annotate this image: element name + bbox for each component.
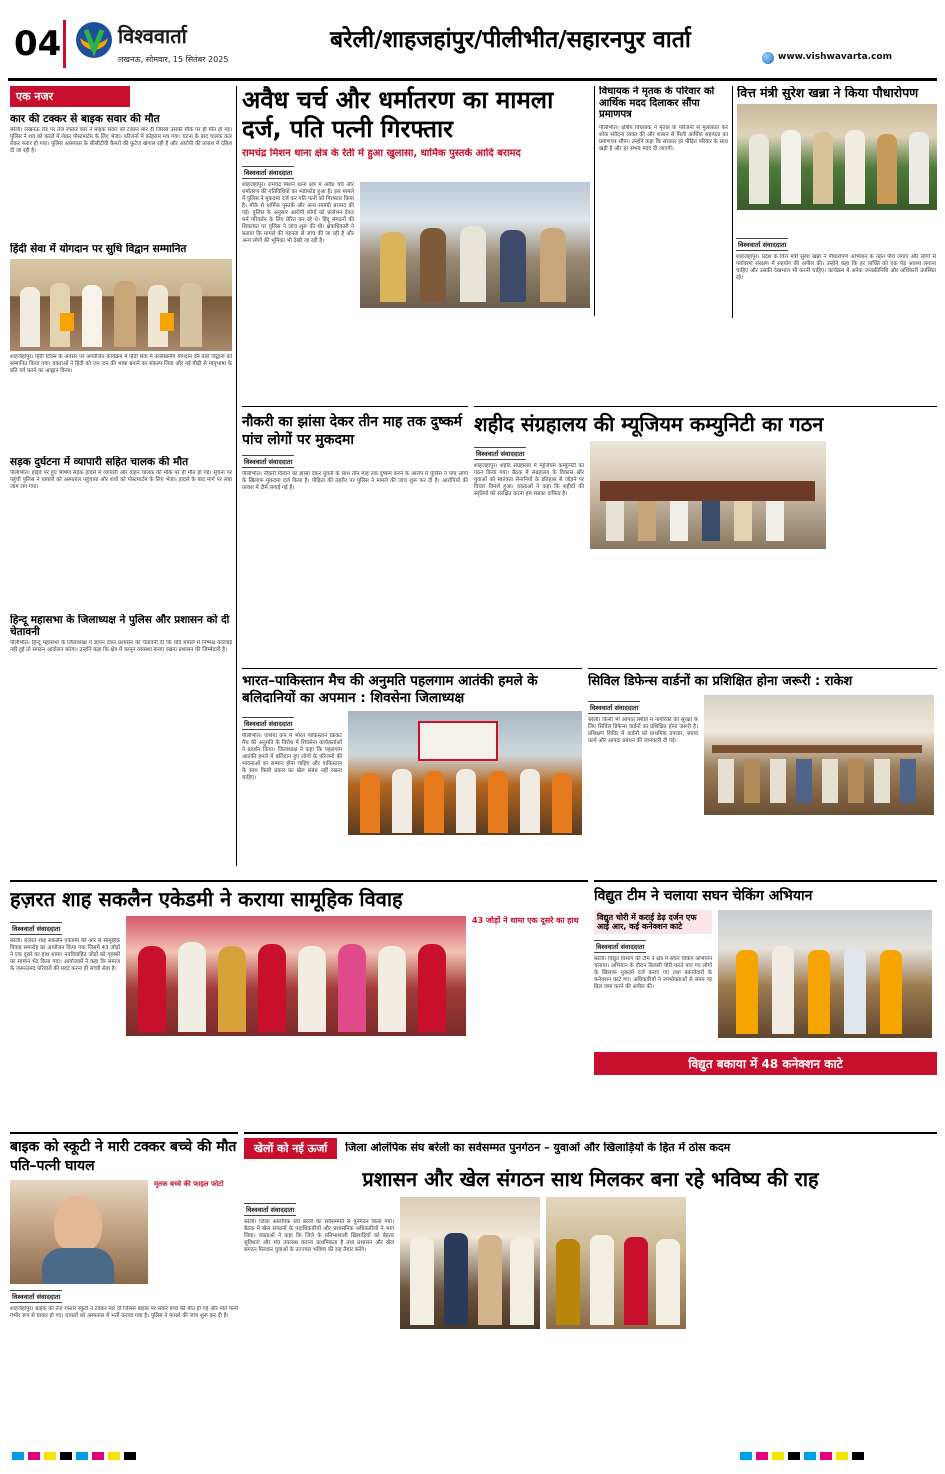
civil-body: बरेली। किसी भी आपात स्थिति में नागरिकों की सुरक्षा के लिए सिविल डिफेन्स वार्डनों का प्रशिक्षित होना जरूरी है। प्रशिक्षण शिविर में वार्डनों को प्राथमिक उपचार, बचाव कार्य और आपदा प्रबंधन की जानकारी दी गई। [588, 717, 698, 744]
bike-caption: मृतक बच्चे की फाइल फोटो [154, 1180, 224, 1188]
civil-headline: सिविल डिफेन्स वार्डनों का प्रशिक्षित होना जरूरी : राकेश [588, 674, 853, 689]
civil-photo [704, 695, 934, 815]
khel-kicker: जिला ओलंपिक संघ बरेली का सर्वसम्मत पुनर्गठन – युवाओं और खिलाड़ियों के हित में ठोस कदम [345, 1142, 731, 1155]
khel-story [244, 1132, 937, 1442]
khel-tag: खेलों को नई ऊर्जा [244, 1138, 337, 1159]
masthead-rule [8, 78, 937, 81]
lead-subhead: रामचंद्र मिशन थाना क्षेत्र के रेती में हुआ खुलासा, धार्मिक पुस्तकें आदि बरामद [242, 148, 521, 159]
khel-photo-1 [400, 1197, 540, 1329]
bharat-pak-byline: विश्ववार्ता संवाददाता [242, 717, 294, 730]
bharat-pak-body: पीलीभीत। एशिया कप में भारत पाकिस्तान क्रिकेट मैच की अनुमति के विरोध में शिवसेना कार्यकर्ताओं ने प्रदर्शन किया। जिलाध्यक्ष ने कहा कि पहलगाम आतंकी हमले में बलिदान हुए लोगों के परिजनों की भावनाओं का सम्मान होना चाहिए और पाकिस्तान के साथ किसी प्रकार का खेल संबंध नहीं रखना चाहिए। [242, 733, 342, 781]
vittmantri-byline: विश्ववार्ता संवाददाता [736, 238, 788, 251]
vittmantri-text [736, 232, 936, 402]
globe-icon [762, 52, 774, 64]
vidyut-headline: विद्युत टीम ने चलाया सघन चेकिंग अभियान [594, 888, 813, 904]
story2-headline: हिंदी सेवा में योगदान पर सुधि विद्वान सम्मानित [10, 243, 187, 256]
khel-photo-2 [546, 1197, 686, 1329]
vidyut-band: विद्युत बकाया में 48 कनेक्शन काटे [594, 1052, 937, 1075]
bike-body: शाहजहांपुर। बाइक को तेज रफ्तार स्कूटी ने टक्कर मार दी जिससे बाइक पर सवार बच्चे की मौत हो गई और पति पत्नी गंभीर रूप से घायल हो गए। घायलों को अस्पताल में भर्ती कराया गया है। पुलिस ने मामले की जांच शुरू कर दी है। [10, 1306, 238, 1319]
bike-byline: विश्ववार्ता संवाददाता [10, 1290, 62, 1303]
shaheed-photo [590, 441, 826, 549]
story3-body: पीलीभीत। हाईवे पर हुए भीषण सड़क हादसे में व्यापारी और वाहन चालक की मौके पर ही मौत हो गई। सूचना पर पहुंची पुलिस ने घायलों को अस्पताल पहुंचाया और शवों को पोस्टमार्टम के लिए भेजा। हादसे के बाद मार्ग पर लंबा जाम लग गया। [10, 470, 232, 491]
lead-headline: अवैध चर्च और धर्मातरण का मामला दर्ज, पति पत्नी गिरफ्तार [242, 86, 554, 143]
khel-body: बरेली। जिला ओलंपिक संघ बरेली का सर्वसम्मति से पुनर्गठन किया गया। बैठक में खेल संगठनों के पदाधिकारियों और प्रशासनिक अधिकारियों ने भाग लिया। वक्ताओं ने कहा कि जिले के प्रतिभाशाली खिलाड़ियों को बेहतर सुविधाएं और मंच उपलब्ध कराना प्राथमिकता है तथा प्रशासन और खेल संगठन मिलकर युवाओं के उज्ज्वल भविष्य की राह तैयार करेंगे। [244, 1219, 394, 1253]
bharat-pak-photo [348, 711, 582, 835]
lead-photo [360, 182, 590, 308]
registration-swatch [836, 1452, 848, 1460]
vivah-body: बरेली। हज़रत शाह सकलैन एकेडमी की ओर से सामूहिक विवाह समारोह का आयोजन किया गया जिसमें 43 जोड़ों ने एक दूसरे का हाथ थामा। नवविवाहित जोड़ों को गृहस्थी का सामान भेंट किया गया। आयोजकों ने कहा कि समाज के जरूरतमंद परिवारों की मदद करना ही सच्ची सेवा है। [10, 938, 120, 972]
column-divider [236, 86, 237, 866]
bharat-pak-headline: भारत–पाकिस्तान मैच की अनुमति पहलगाम आतंकी हमले के बलिदानियों का अपमान : शिवसेना जिलाध्यक्ष [242, 673, 538, 706]
page-number-box [14, 20, 66, 68]
registration-swatch [820, 1452, 832, 1460]
story2-body: शाहजहांपुर। हिंदी दिवस के अवसर पर आयोजित कार्यक्रम में हिंदी सेवा में उल्लेखनीय योगदान देने वाले विद्वानों को सम्मानित किया गया। वक्ताओं ने हिंदी को जन जन की भाषा बनाने का संकल्प लिया और नई पीढ़ी से मातृभाषा के प्रति गर्व करने का आह्वान किया। [10, 354, 232, 375]
lead-body: शाहजहांपुर। रामचंद्र मिशन थाना क्षेत्र में अवैध चर्च और धर्मातरण की गतिविधियों का भंडाफोड़ हुआ है। इस मामले में पुलिस ने मुकदमा दर्ज कर पति पत्नी को गिरफ्तार किया है। मौके से धार्मिक पुस्तकें और अन्य सामग्री बरामद की गई। पुलिस के अनुसार आरोपी लोगों को प्रलोभन देकर धर्म परिवर्तन के लिए प्रेरित कर रहे थे। हिंदू संगठनों की शिकायत पर पुलिस ने जांच शुरू की थी। क्षेत्राधिकारी ने बताया कि मामले की गहनता से जांच की जा रही है और अन्य लोगों की भूमिका भी देखी जा रही है। [242, 181, 354, 244]
registration-swatch [124, 1452, 136, 1460]
vidhayak-headline: विधायक ने मृतक के परिवार को आर्थिक मदद दिलाकर सौंपा प्रमाणपत्र [599, 86, 715, 120]
bharat-pak-story [242, 668, 582, 880]
story4-body: पीलीभीत। हिन्दू महासभा के जिलाध्यक्ष ने ज्ञापन देकर प्रशासन को चेतावनी दी कि यदि मामले में निष्पक्ष कार्रवाई नहीं हुई तो संगठन आंदोलन करेगा। उन्होंने कहा कि क्षेत्र में कानून व्यवस्था बनाए रखना प्रशासन की जिम्मेदारी है। [10, 640, 232, 654]
registration-swatch [772, 1452, 784, 1460]
edition-title: बरेली/शाहजहांपुर/पीलीभीत/सहारनपुर वार्ता [330, 27, 691, 53]
ek-nazar-column [10, 86, 232, 866]
registration-swatch [12, 1452, 24, 1460]
vidhayak-story [594, 86, 728, 316]
bike-photo [10, 1180, 148, 1284]
ek-nazar-label: एक नजर [10, 86, 130, 107]
vidyut-story [594, 880, 937, 1128]
vivah-body-2 [126, 1040, 466, 1100]
registration-swatch [740, 1452, 752, 1460]
registration-swatch [92, 1452, 104, 1460]
naukri-byline: विश्ववार्ता संवाददाता [242, 455, 294, 468]
page-number: 04 [14, 24, 62, 64]
registration-swatch [76, 1452, 88, 1460]
civil-story [588, 668, 937, 880]
lead-byline: विश्ववार्ता संवाददाता [242, 166, 294, 179]
masthead [0, 0, 945, 82]
shaheed-side-text [832, 441, 936, 663]
vidyut-photo [718, 910, 932, 1038]
registration-marks-right [740, 1452, 864, 1460]
date-line: लखनऊ, सोमवार, 15 सितंबर 2025 [118, 55, 229, 64]
khel-body-2 [692, 1197, 934, 1397]
registration-swatch [788, 1452, 800, 1460]
story2-photo [10, 259, 232, 351]
vivah-headline: हज़रत शाह सकलैन एकेडमी ने कराया सामूहिक विवाह [10, 887, 403, 911]
vivah-photo [126, 916, 466, 1036]
vidhayak-body: पीलीभीत। क्षेत्रीय विधायक ने मृतक के परिजनों से मुलाकात कर शोक संवेदना व्यक्त की और शासन से मिली आर्थिक सहायता का प्रमाणपत्र सौंपा। उन्होंने कहा कि सरकार हर पीड़ित परिवार के साथ खड़ी है और हर संभव मदद दी जाएगी। [599, 124, 728, 152]
vidyut-byline: विश्ववार्ता संवाददाता [594, 940, 646, 953]
bike-story [10, 1132, 238, 1442]
khel-headline: प्रशासन और खेल संगठन साथ मिलकर बना रहे भविष्य की राह [362, 1167, 819, 1191]
story3-headline: सड़क दुर्घटना में व्यापारी सहित चालक की मौत [10, 456, 189, 469]
registration-swatch [852, 1452, 864, 1460]
story1-body: बरेली। लखनऊ रोड पर तेज रफ्तार कार ने बाइक सवार को टक्कर मार दी जिससे उसकी मौके पर ही मौत हो गई। पुलिस ने शव को कब्जे में लेकर पोस्टमार्टम के लिए भेजा। परिजनों में कोहराम मच गया। घटना के बाद चालक कार लेकर फरार हो गया। पुलिस आसपास के सीसीटीवी कैमरों की फुटेज खंगाल रही है और आरोपी की तलाश में दबिश दी जा रही है। [10, 127, 232, 155]
naukri-body: पीलीभीत। नौकरी दिलाने का झांसा देकर युवती के साथ तीन माह तक दुष्कर्म करने के आरोप में पुलिस ने पांच लोगों के खिलाफ मुकदमा दर्ज किया है। पीड़िता की तहरीर पर पुलिस ने मामले की जांच शुरू कर दी है। आरोपियों की तलाश में टीमें लगाई गई हैं। [242, 471, 468, 491]
website-link[interactable]: www.vishwavarta.com [778, 52, 892, 62]
registration-marks-left [12, 1452, 136, 1460]
story4-headline: हिन्दू महासभा के जिलाध्यक्ष ने पुलिस और प्रशासन को दी चेतावनी [10, 614, 230, 639]
registration-swatch [756, 1452, 768, 1460]
vivah-story [10, 880, 588, 1128]
civil-byline: विश्ववार्ता संवाददाता [588, 701, 640, 714]
shaheed-story [474, 406, 937, 672]
registration-swatch [44, 1452, 56, 1460]
brand-logo-icon [74, 20, 114, 60]
shaheed-byline: विश्ववार्ता संवाददाता [474, 447, 526, 460]
vivah-byline: विश्ववार्ता संवाददाता [10, 922, 62, 935]
story1-headline: कार की टक्कर से बाइक सवार की मौत [10, 113, 160, 125]
registration-swatch [108, 1452, 120, 1460]
brand-name: विश्ववार्ता [118, 24, 187, 48]
registration-swatch [28, 1452, 40, 1460]
vittmantri-body: शाहजहांपुर। प्रदेश के वित्त मंत्री सुरेश खन्ना ने पौधारोपण अभियान के तहत पौधे लगाए और लोगों से पर्यावरण संरक्षण में सहयोग की अपील की। उन्होंने कहा कि हर व्यक्ति को एक पेड़ अवश्य लगाना चाहिए और उसकी देखभाल भी करनी चाहिए। कार्यक्रम में अनेक जनप्रतिनिधि और अधिकारी उपस्थित रहे। [736, 254, 936, 281]
vivah-caption: 43 जोड़ों ने थामा एक दूसरे का हाथ [472, 916, 579, 925]
bike-headline: बाइक को स्कूटी ने मारी टक्कर बच्चे की मौत पति–पत्नी घायल [10, 1139, 237, 1174]
registration-swatch [60, 1452, 72, 1460]
vidyut-body: बरेली। विद्युत विभाग की टीम ने क्षेत्र में सघन चेकिंग अभियान चलाया। अभियान के दौरान बिजली चोरी करते पाए गए लोगों के खिलाफ मुकदमे दर्ज कराए गए तथा बकायेदारों के कनेक्शन काटे गए। अधिकारियों ने उपभोक्ताओं से समय पर बिल जमा करने की अपील की। [594, 956, 712, 991]
naukri-headline: नौकरी का झांसा देकर तीन माह तक दुष्कर्म पांच लोगों पर मुकदमा [242, 414, 462, 448]
shaheed-body: शाहजहांपुर। शहीद संग्रहालय में म्यूजियम कम्युनिटी का गठन किया गया। बैठक में संग्रहालय के विकास और युवाओं को स्वतंत्रता सेनानियों के इतिहास से जोड़ने पर विचार विमर्श हुआ। वक्ताओं ने कहा कि शहीदों की स्मृतियों को संरक्षित करना हम सबका दायित्व है। [474, 463, 584, 497]
vittmantri-photo [737, 104, 937, 210]
vittmantri-headline: वित्त मंत्री सुरेश खन्ना ने किया पौधारोपण [737, 86, 919, 100]
registration-swatch [804, 1452, 816, 1460]
lead-story [242, 86, 590, 416]
shaheed-headline: शहीद संग्रहालय की म्यूजियम कम्युनिटी का गठन [474, 412, 824, 436]
khel-byline: विश्ववार्ता संवाददाता [244, 1203, 296, 1216]
vidyut-callout: विद्युत चोरी में कराई डेढ़ दर्जन एफ आई आर, कई कनेक्शन काटे [594, 910, 712, 934]
